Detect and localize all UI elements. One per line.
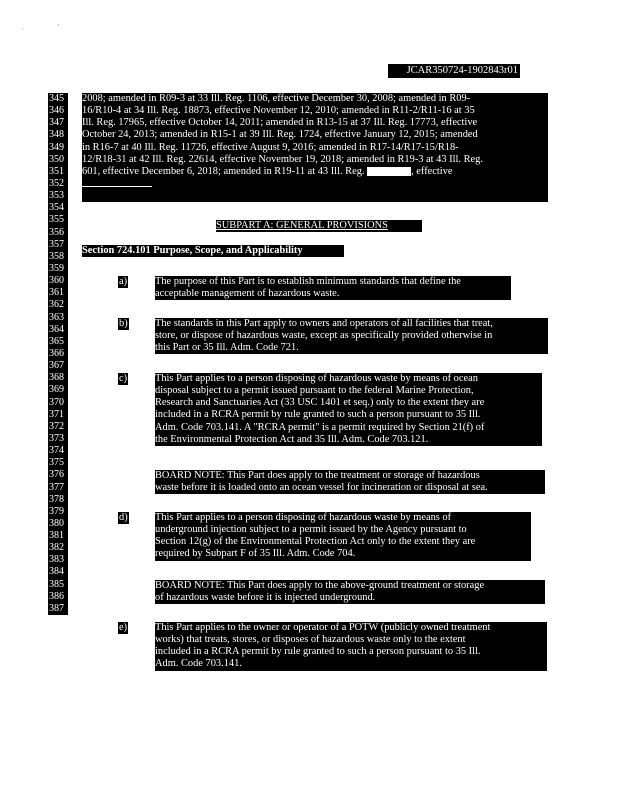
subsection-c-text (155, 373, 542, 446)
text-line: This Part applies to a person disposing of hazardous waste by means of (155, 512, 452, 523)
line-number: 363 (49, 311, 64, 323)
text-line: of hazardous waste before it is injected underground. (155, 592, 376, 604)
text-line: BOARD NOTE: This Part does apply to the above-ground treatment or storage (155, 580, 485, 591)
line-number: 372 (49, 420, 64, 432)
line-number: 356 (49, 226, 64, 238)
text-line: Research and Sanctuaries Act (33 USC 1401 et seq.) only to the extent they are (155, 397, 485, 409)
history-block (82, 93, 548, 202)
text-line: The standards in this Part apply to owners and operators of all facilities that treat, (155, 318, 493, 329)
section-heading: Section 724.101 Purpose, Scope, and Applicability (82, 245, 344, 257)
line-number: 365 (49, 335, 64, 347)
line-number: 370 (49, 396, 64, 408)
history-line-blank (82, 178, 548, 190)
text-line: This Part applies to the owner or operator of a POTW (publicly owned treatment (155, 622, 491, 633)
subsection-a-text (155, 276, 511, 300)
blank-underscore (82, 178, 152, 187)
line-number: 359 (49, 262, 64, 274)
text-line: included in a RCRA permit by rule granted to such a person pursuant to 35 Ill. (155, 409, 481, 421)
line-number: 387 (49, 602, 64, 614)
subsection-label: e) (119, 622, 128, 633)
history-line: Ill. Reg. 17965, effective October 14, 2011; amended in R13-15 at 37 Ill. Reg. 17773, effective (82, 117, 478, 129)
history-line: 12/R18-31 at 42 Ill. Reg. 22614, effective November 19, 2018; amended in R19-3 at 43 Ill. Reg. (82, 153, 483, 165)
line-number: 353 (49, 190, 64, 202)
history-line: 2008; amended in R09-3 at 33 Ill. Reg. 1106, effective December 30, 2008; amended in R09- (82, 93, 471, 104)
subsection-label: c) (119, 373, 128, 384)
text-line: Adm. Code 703.141. (155, 658, 242, 670)
document-id: JCAR350724-1902843r01 (388, 64, 520, 78)
line-number: 379 (49, 505, 64, 517)
board-note-d (155, 580, 545, 604)
line-number: 349 (49, 141, 64, 153)
text-line: included in a RCRA permit by rule granted to such a person pursuant to 35 Ill. (155, 646, 481, 658)
history-line: 16/R10-4 at 34 Ill. Reg. 18873, effective November 12, 2010; amended in R11-2/R11-16 at 35 (82, 105, 475, 117)
line-number: 380 (49, 517, 64, 529)
line-number: 378 (49, 493, 64, 505)
line-number: 345 (49, 93, 64, 104)
line-number: 383 (49, 554, 64, 566)
history-line: 601, effective December 6, 2018; amended in R19-11 at 43 Ill. Reg. , effective (82, 165, 453, 177)
line-number: 367 (49, 360, 64, 372)
subsection-label: a) (119, 276, 128, 287)
line-number: 376 (49, 469, 64, 481)
line-number: 381 (49, 530, 64, 542)
line-number: 377 (49, 481, 64, 493)
line-number: 348 (49, 129, 64, 141)
line-number: 357 (49, 238, 64, 250)
history-line: October 24, 2013; amended in R15-1 at 39 Ill. Reg. 1724, effective January 12, 2015; amended (82, 129, 478, 141)
line-number: 350 (49, 153, 64, 165)
line-number: 386 (49, 590, 64, 602)
subsection-e-text (155, 622, 547, 671)
text-line: Section 12(g) of the Environmental Protection Act only to the extent they are (155, 536, 476, 548)
board-note-c (155, 470, 545, 494)
line-number: 382 (49, 542, 64, 554)
history-line: in R16-7 at 40 Ill. Reg. 11726, effective August 9, 2016; amended in R17-14/R17-15/R18- (82, 141, 459, 153)
line-number: 375 (49, 457, 64, 469)
subsection-b-text (155, 318, 548, 354)
subsection-label: d) (119, 512, 128, 523)
line-number: 368 (49, 372, 64, 384)
line-number: 384 (49, 566, 64, 578)
line-number: 373 (49, 432, 64, 444)
redacted-blank (367, 167, 411, 176)
scan-speck: ' (22, 28, 24, 34)
subpart-heading: SUBPART A: GENERAL PROVISIONS (216, 220, 422, 232)
text-line: store, or dispose of hazardous waste, except as specifically provided otherwise in (155, 330, 493, 342)
line-number: 354 (49, 202, 64, 214)
line-number: 355 (49, 214, 64, 226)
text-line: The purpose of this Part is to establish minimum standards that define the (155, 276, 461, 287)
line-number: 346 (49, 105, 64, 117)
line-number: 361 (49, 287, 64, 299)
line-number: 362 (49, 299, 64, 311)
line-number: 385 (49, 578, 64, 590)
line-number: 347 (49, 117, 64, 129)
line-number: 351 (49, 165, 64, 177)
text-line: required by Subpart F of 35 Ill. Adm. Code 704. (155, 548, 356, 560)
subsection-label: b) (119, 318, 128, 329)
scan-speck: ' (58, 24, 60, 30)
line-number: 374 (49, 445, 64, 457)
text-line: acceptable management of hazardous waste. (155, 288, 340, 300)
text-line: Adm. Code 703.141. A "RCRA permit" is a permit required by Section 21(f) of (155, 421, 485, 433)
line-number-gutter (48, 93, 68, 615)
line-number: 366 (49, 347, 64, 359)
text-line: underground injection subject to a permit issued by the Agency pursuant to (155, 524, 467, 536)
line-number: 371 (49, 408, 64, 420)
text-line: this Part or 35 Ill. Adm. Code 721. (155, 342, 299, 354)
text-line: BOARD NOTE: This Part does apply to the treatment or storage of hazardous (155, 470, 480, 481)
line-number: 369 (49, 384, 64, 396)
text-line: the Environmental Protection Act and 35 Ill. Adm. Code 703.121. (155, 433, 429, 445)
text-line: waste before it is loaded onto an ocean vessel for incineration or disposal at sea. (155, 482, 488, 494)
text-line: disposal subject to a permit issued pursuant to the federal Marine Protection, (155, 385, 474, 397)
line-number: 360 (49, 275, 64, 287)
line-number: 364 (49, 323, 64, 335)
text-line: This Part applies to a person disposing of hazardous waste by means of ocean (155, 373, 478, 384)
subsection-d-text (155, 512, 531, 561)
line-number: 352 (49, 177, 64, 189)
text-line: works) that treats, stores, or disposes of hazardous waste only to the extent (155, 634, 466, 646)
line-number: 358 (49, 250, 64, 262)
